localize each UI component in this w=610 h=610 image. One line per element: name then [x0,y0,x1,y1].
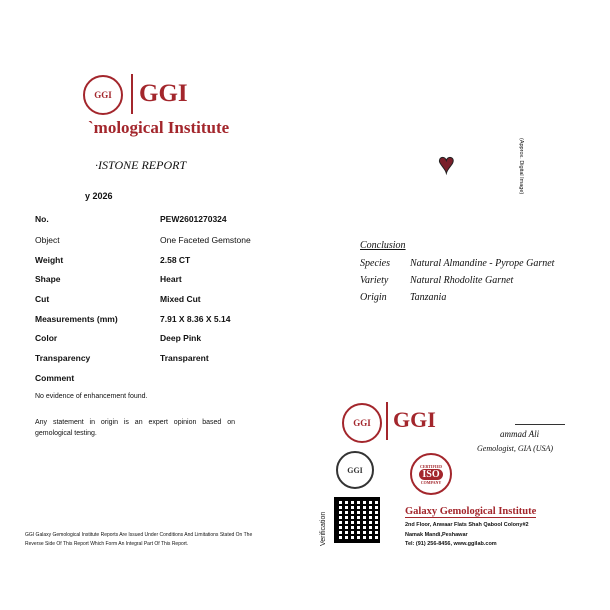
field-row [35,214,227,224]
ggi-logo-text: GGI [139,80,188,107]
field-label: Color [35,333,58,343]
iso-text: ISO [419,469,442,480]
field-label: Weight [35,255,64,265]
field-label: Comment [35,373,75,383]
field-value: 7.91 X 8.36 X 5.14 [160,314,231,324]
field-label: Measurements (mm) [35,314,118,324]
institute-name: `mological Institute [88,118,230,137]
footer-address-2: Namak Mandi,Peshawar [405,532,468,538]
field-value: Transparent [160,353,209,363]
conclusion-label: Origin [360,292,387,303]
report-date: y 2026 [85,191,113,201]
conclusion-row [360,275,514,286]
conclusion-value: Natural Almandine - Pyrope Garnet [410,258,555,269]
field-row [35,235,251,245]
conclusion-row [360,292,447,303]
field-value: PEW2601270324 [160,214,227,224]
signatory-title: Gemologist, GIA (USA) [477,444,554,453]
verification-qr-code[interactable] [334,497,380,543]
disclaimer: GGI Galaxy Gemological Institute Reports Are Issued Under Conditions And Limitations Stated On The Reverse Side Of This Report Which Form An Integral Part Of This Report. [25,532,253,547]
field-label: Cut [35,294,50,304]
enhancement-note: No evidence of enhancement found. [35,393,148,400]
field-row [35,373,74,383]
field-value: One Faceted Gemstone [160,235,251,245]
footer-address-1: 2nd Floor, Anwaar Flats Shah Qabool Colony#2 [405,522,529,528]
stamp-seal: GGI [336,451,374,489]
conclusion-label: Variety [360,275,389,286]
signature-line [515,424,565,425]
field-value: Mixed Cut [160,294,201,304]
field-value: Heart [160,274,182,284]
conclusion-label: Species [360,258,390,269]
report-title: ·ISTONE REPORT [95,158,187,172]
ggi-seal-logo: GGI [342,403,382,443]
conclusion-row [360,258,555,269]
ggi-seal-logo: GGI [83,75,123,115]
field-row [35,314,231,324]
image-caption: (Approx. Digital Image) [518,138,524,195]
field-value: Deep Pink [160,333,202,343]
logo-divider [386,402,388,440]
ggi-logo-text: GGI [393,407,436,432]
verification-label: Verification [320,511,327,546]
field-row [35,353,209,363]
gemstone-image: ♥ [438,148,455,179]
field-label: Transparency [35,353,91,363]
field-value: 2.58 CT [160,255,191,265]
iso-bottom-text: COMPANY [420,479,442,485]
footer-institute-name: Galaxy Gemological Institute [405,506,537,517]
iso-certified-badge [410,453,452,495]
field-row [35,274,182,284]
conclusion-value: Tanzania [410,292,447,303]
field-row [35,255,191,265]
footer-contact: Tel: (91) 256-8456, www.ggilab.com [405,541,497,547]
origin-statement: Any statement in origin is an expert opinion based on gemological testing. [35,419,235,437]
field-label: Shape [35,274,61,284]
field-row [35,294,201,304]
logo-divider [131,74,133,114]
conclusion-title: Conclusion [360,240,406,251]
iso-top-text: CERTIFIED [419,463,443,469]
field-label: Object [35,235,60,245]
field-label: No. [35,214,49,224]
conclusion-value: Natural Rhodolite Garnet [410,275,514,286]
signatory-name: ammad Ali [500,429,540,439]
field-row [35,333,202,343]
